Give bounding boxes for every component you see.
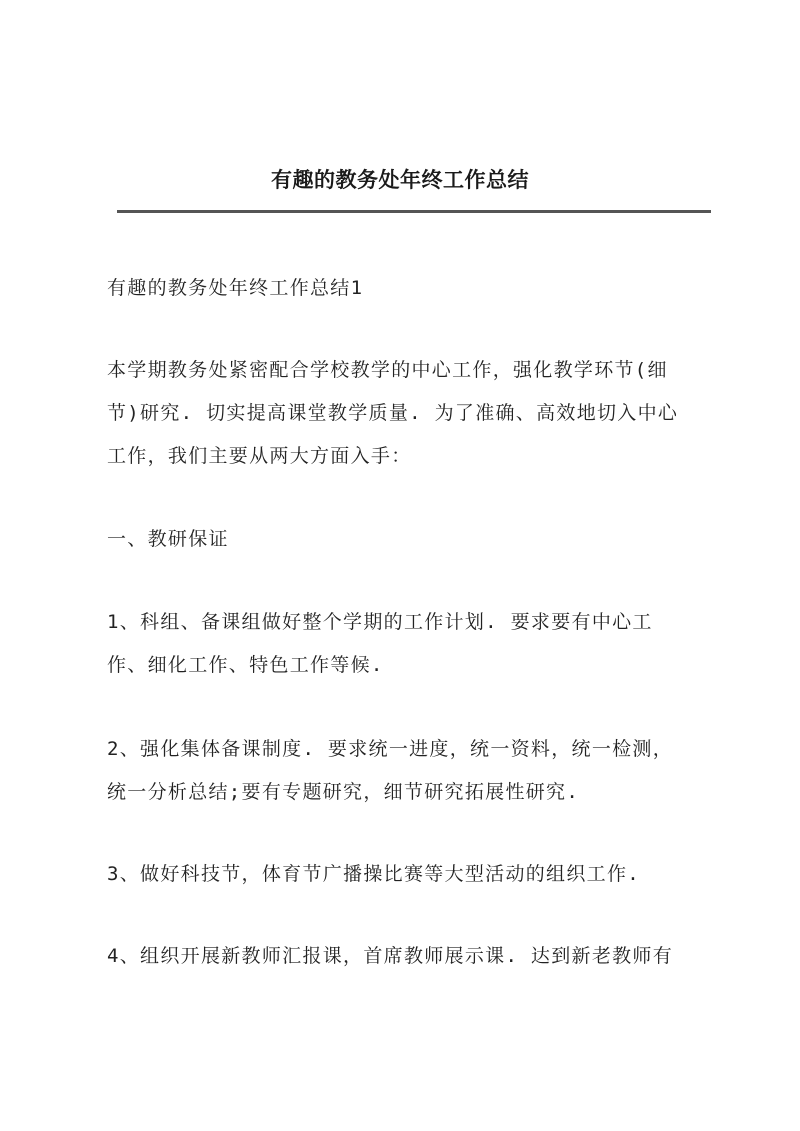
list-item-line: 4、组织开展新教师汇报课，首席教师展示课. 达到新老教师有 — [107, 945, 674, 967]
document-title: 有趣的教务处年终工作总结 — [271, 167, 529, 192]
intro-line: 本学期教务处紧密配合学校教学的中心工作，强化教学环节(细 — [107, 359, 668, 381]
list-item-line: 3、做好科技节，体育节广播操比赛等大型活动的组织工作. — [107, 863, 640, 885]
list-item-line: 2、强化集体备课制度. 要求统一进度，统一资料，统一检测， — [107, 738, 674, 760]
title-divider — [117, 210, 711, 213]
list-item-line: 1、科组、备课组做好整个学期的工作计划. 要求要有中心工 — [107, 611, 653, 633]
list-item-line: 作、细化工作、特色工作等候. — [107, 654, 384, 676]
list-item-line: 统一分析总结;要有专题研究，细节研究拓展性研究. — [107, 781, 580, 803]
section-heading: 一、教研保证 — [107, 528, 229, 550]
subtitle: 有趣的教务处年终工作总结1 — [107, 277, 364, 299]
intro-line: 节)研究. 切实提高课堂教学质量. 为了准确、高效地切入中心 — [107, 402, 679, 424]
intro-line: 工作，我们主要从两大方面入手： — [107, 445, 412, 467]
